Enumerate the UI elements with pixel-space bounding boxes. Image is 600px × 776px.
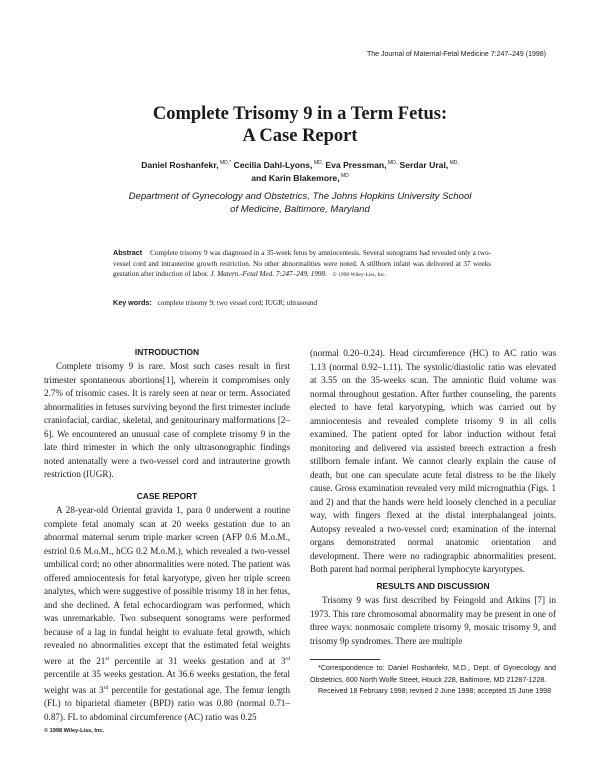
author-degree: MD,*	[218, 160, 232, 167]
article-title-line-2: A Case Report	[242, 126, 358, 146]
author-name: Eva Pressman,	[323, 160, 387, 170]
keywords-label: Key words:	[113, 298, 152, 307]
author-degree: MD,	[312, 160, 323, 167]
footnote-rule	[310, 659, 380, 660]
case-report-paragraph	[44, 504, 290, 724]
author-degree: MD,	[448, 160, 459, 167]
author-degree: MD	[339, 173, 349, 180]
received-dates: Received 18 February 1998; revised 2 June 1998; accepted 15 June 1998	[318, 687, 552, 696]
case-text: A 28-year-old Oriental gravida 1, para 0 underwent a routine complete fetal anomaly scan at 20 weeks gestation due to an abnormal maternal serum triple marker screen (AFP 0.6 M.o.M., estriol 0.6 M.o.M., hCG 0.2 M.o.M.), which revealed a two-vessel umbilical cord; no other abnormalities were noted. The patient was offered amniocentesis for fetal karyotype, given her triple screen analytes, which were suggestive of possible trisomy 18 in her fetus, and she declined. A fetal echocardiogram was performed, which was unremarkable. Two subsequent sonograms were performed because of a lag in fundal height to evaluate fetal growth, which revealed no abnormalities except that the estimated fetal weights were at the	[44, 505, 290, 666]
case-superscript: st	[105, 655, 110, 662]
affiliation-line-2: of Medicine, Baltimore, Maryland	[230, 204, 370, 215]
results-heading: RESULTS AND DISCUSSION	[376, 581, 490, 591]
case-number: 21	[96, 655, 106, 666]
introduction-heading: INTRODUCTION	[134, 347, 200, 357]
author-name: Cecilia Dahl-Lyons,	[231, 160, 313, 170]
case-report-heading: CASE REPORT	[136, 491, 198, 501]
introduction-body	[44, 360, 290, 482]
keywords-text: complete trisomy 9; two vessel cord; IUGR; ultrasound	[157, 299, 318, 307]
introduction-paragraph: Complete trisomy 9 is rare. Most such cases result in first trimester spontaneous abortions[1], wherein it compromises only 2.7% of trisomic cases. It is rarely seen at near or term. Associated abnormalities in fetuses surviving beyond the first trimester include craniofacial, cardiac, skeletal, and genitourinary malformations [2–6]. We encountered an unusual case of complete trisomy 9 in the late third trimester in which the only ultrasonographic findings noted antenatally were a two-vessel cord and intrauterine growth restriction (IUGR).	[44, 361, 290, 479]
author-list-line-2	[0, 173, 600, 183]
case-text: percentile at 31 weeks gestation and at	[114, 655, 276, 666]
author-name: Serdar Ural,	[397, 160, 449, 170]
journal-header: The Journal of Maternal-Fetal Medicine 7:247–249 (1998)	[367, 51, 546, 58]
author-degree: MD,	[386, 160, 398, 167]
page-copyright: © 1998 Wiley-Liss, Inc.	[44, 728, 105, 734]
abstract	[113, 248, 491, 281]
case-number: 3	[280, 655, 286, 666]
abstract-copyright: © 1998 Wiley-Liss, Inc.	[332, 272, 386, 279]
author-name: Daniel Roshanfekr,	[141, 160, 219, 170]
author-list-line-1	[0, 160, 600, 170]
case-superscript: rd	[103, 684, 109, 691]
case-text: percentile at 35 weeks gestation. At 36.6 weeks gestation, the fetal weight was at	[44, 669, 290, 695]
case-report-body	[44, 504, 290, 724]
abstract-citation: J. Matern.-Fetal Med. 7:247–249, 1998.	[210, 270, 327, 279]
case-superscript: rd	[285, 655, 290, 662]
affiliation-line-1: Department of Gynecology and Obstetrics, The Johns Hopkins University School	[128, 191, 472, 202]
abstract-label: Abstract	[113, 248, 143, 257]
author-name: and Karin Blakemore,	[251, 173, 340, 183]
case-text: percentile for gestational age. The femur length (FL) to biparietal diameter (BPD) ratio was 0.80 (normal 0.71–0.87). FL to abdominal circumference (AC) ratio was 0.25	[44, 684, 291, 722]
case-continued-paragraph: (normal 0.20–0.24). Head circumference (HC) to AC ratio was 1.13 (normal 0.92–1.11). The systolic/diastolic ratio was elevated at 3.55 on the 35-weeks scan. The amniotic fluid volume was normal throughout gestation. After further counseling, the parents elected to have fetal karyotyping, which was carried out by amniocentesis and revealed complete trisomy 9 in all cells examined. The patient opted for labor induction without fetal monitoring and delivered via assisted breech extraction a fresh stillborn female infant. We cannot clearly explain the cause of death, but one can speculate acute fetal distress to be the likely cause. Gross examination revealed very mild micrognathia (Figs. 1 and 2) and that the hands were held loosely clenched in a peculiar way, with fingers flexed at the distal interphalangeal joints. Autopsy revealed a two-vessel cord; examination of the internal organs demonstrated normal anatomic orientation and development. There were no radiographic abnormalities present. Both parent had normal peripheral lymphocyte karyotypes.	[310, 348, 556, 574]
article-title-line-1: Complete Trisomy 9 in a Term Fetus:	[152, 104, 448, 124]
keywords	[113, 298, 491, 307]
correspondence-note: *Correspondence to: Daniel Roshanfekr, M.D., Dept. of Gynecology and Obstetrics, 600 North Wolfe Street, Houck 228, Baltimore, MD 21287-1228.	[310, 664, 556, 684]
case-report-continued	[310, 347, 556, 577]
results-paragraph: Trisomy 9 was first described by Feingold and Atkins [7] in 1973. This rare chromosomal abnormality may be present in one of three ways: nonmosaic complete trisomy 9, mosaic trisomy 9, and trisomy 9p syndromes. There are multiple	[310, 595, 556, 646]
case-number: 3	[99, 684, 104, 695]
footnote	[310, 663, 556, 698]
results-body	[310, 594, 556, 648]
abstract-text: Complete trisomy 9 was diagnosed in a 35-week fetus by amniocentesis. Several sonograms had revealed only a two-vessel cord and intrauterine growth restriction. No other abnormalities were noted. A stillborn infant was delivered at 37 weeks gestation after induction of labor.	[113, 249, 492, 279]
